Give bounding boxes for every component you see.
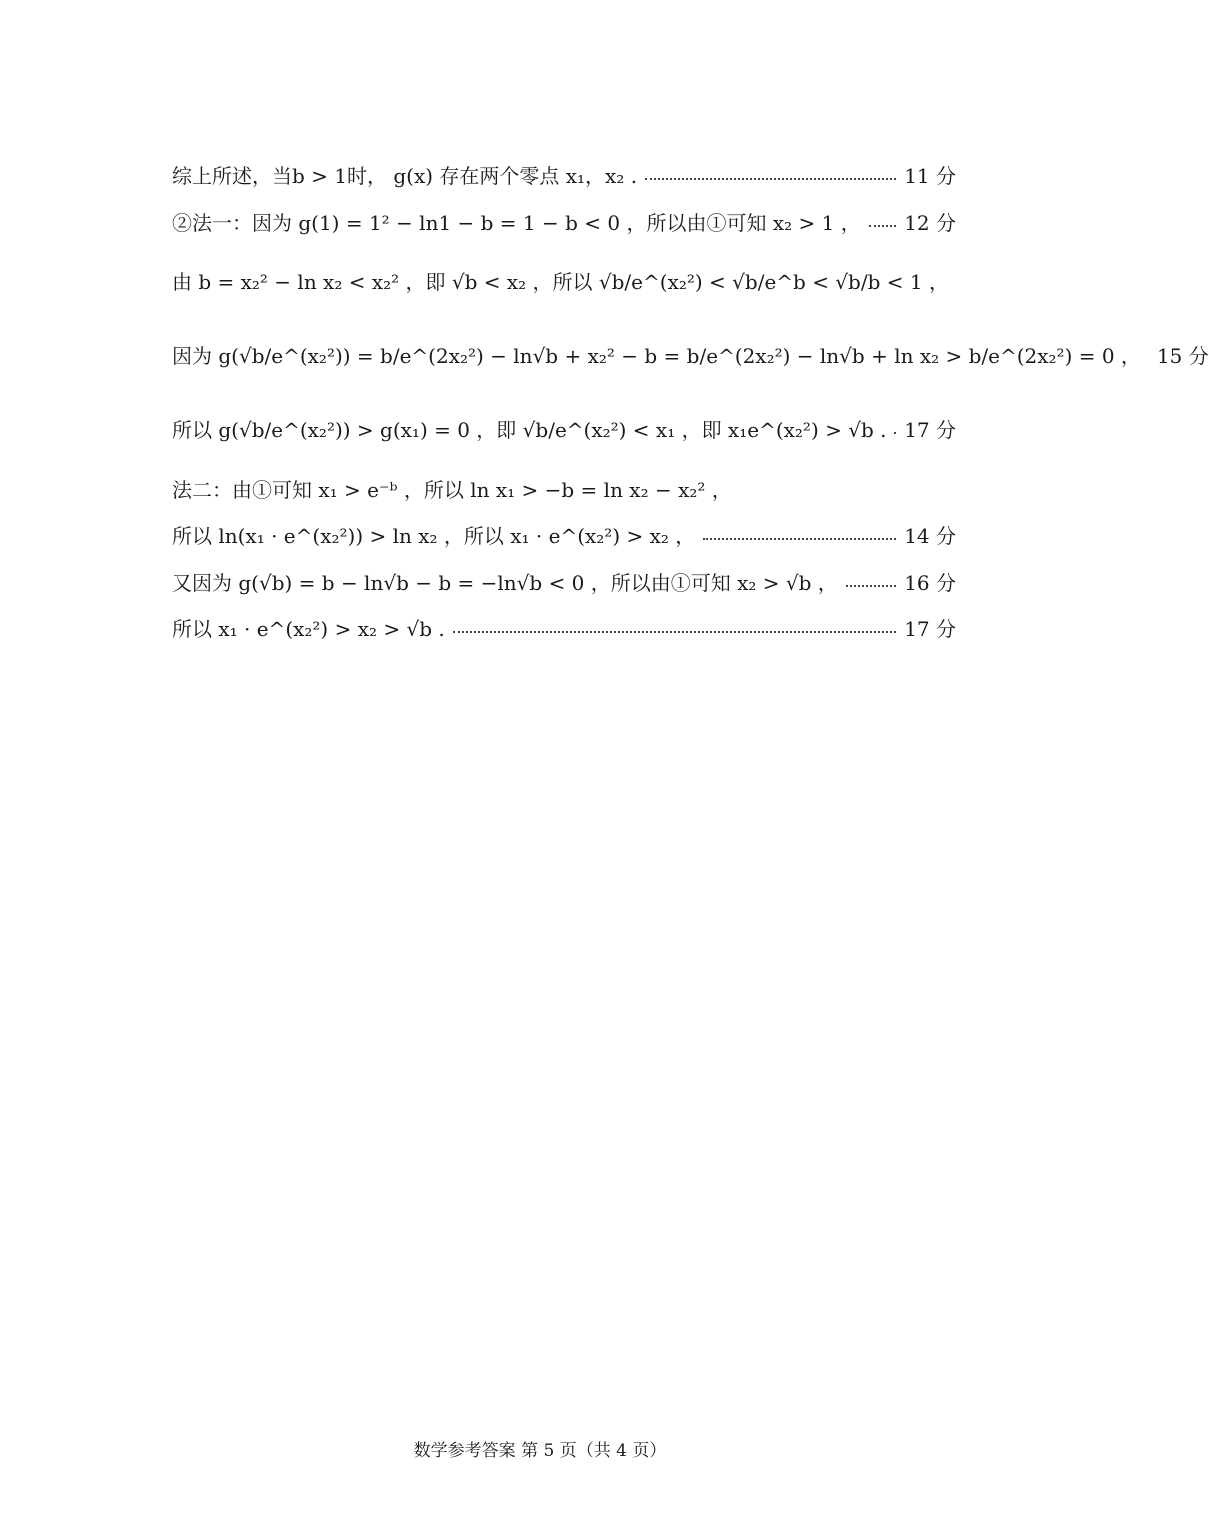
page-footer: 数学参考答案 第 5 页（共 4 页）	[413, 1441, 667, 1461]
line-text: ②法一：因为 g(1) = 1² − ln1 − b = 1 − b < 0 ，所以由①可知 x₂ > 1 ，	[172, 211, 861, 235]
solution-line-3	[172, 266, 956, 295]
score-label: 14 分	[904, 524, 956, 548]
line-text: 又因为 g(√b) = b − ln√b − b = −ln√b < 0 ，所以由①可知 x₂ > √b ，	[172, 571, 838, 595]
line-text: 所以 x₁ · e^(x₂²) > x₂ > √b .	[172, 617, 445, 641]
line-text: 综上所述，当b > 1时， g(x) 存在两个零点 x₁，x₂ .	[172, 164, 638, 188]
score-label: 15 分	[1156, 344, 1209, 368]
dot-leader	[703, 538, 896, 540]
line-text: 由 b = x₂² − ln x₂ < x₂² ，即 √b < x₂ ，所以 √b/e^(x₂²) < √b/e^b < √b/b < 1 ，	[172, 270, 949, 294]
score-label: 17 分	[904, 617, 956, 641]
solution-line-6	[172, 474, 956, 503]
line-text: 法二：由①可知 x₁ > e⁻ᵇ ，所以 ln x₁ > −b = ln x₂ − x₂² ，	[172, 478, 732, 502]
solution-line-5	[172, 414, 956, 443]
solution-line-2	[172, 207, 956, 236]
dot-leader	[453, 631, 896, 633]
line-text: 因为 g(√b/e^(x₂²)) = b/e^(2x₂²) − ln√b + x₂² − b = b/e^(2x₂²) − ln√b + ln x₂ > b/e^(2x₂²) = 0 ，	[172, 344, 1141, 368]
solution-line-4	[172, 340, 1209, 369]
score-label: 17 分	[904, 418, 956, 442]
solution-line-8	[172, 567, 956, 596]
dot-leader	[894, 432, 896, 434]
line-text: 所以 ln(x₁ · e^(x₂²)) > ln x₂ ，所以 x₁ · e^(x₂²) > x₂ ，	[172, 524, 696, 548]
line-text: 所以 g(√b/e^(x₂²)) > g(x₁) = 0 ，即 √b/e^(x₂²) < x₁ ，即 x₁e^(x₂²) > √b .	[172, 418, 887, 442]
solution-line-7	[172, 520, 956, 549]
solution-line-1	[172, 160, 956, 189]
dot-leader	[846, 585, 896, 587]
dot-leader	[869, 225, 896, 227]
solution-line-9	[172, 613, 956, 642]
score-label: 16 分	[904, 571, 956, 595]
score-label: 12 分	[904, 211, 956, 235]
dot-leader	[645, 178, 896, 180]
score-label: 11 分	[904, 164, 956, 188]
